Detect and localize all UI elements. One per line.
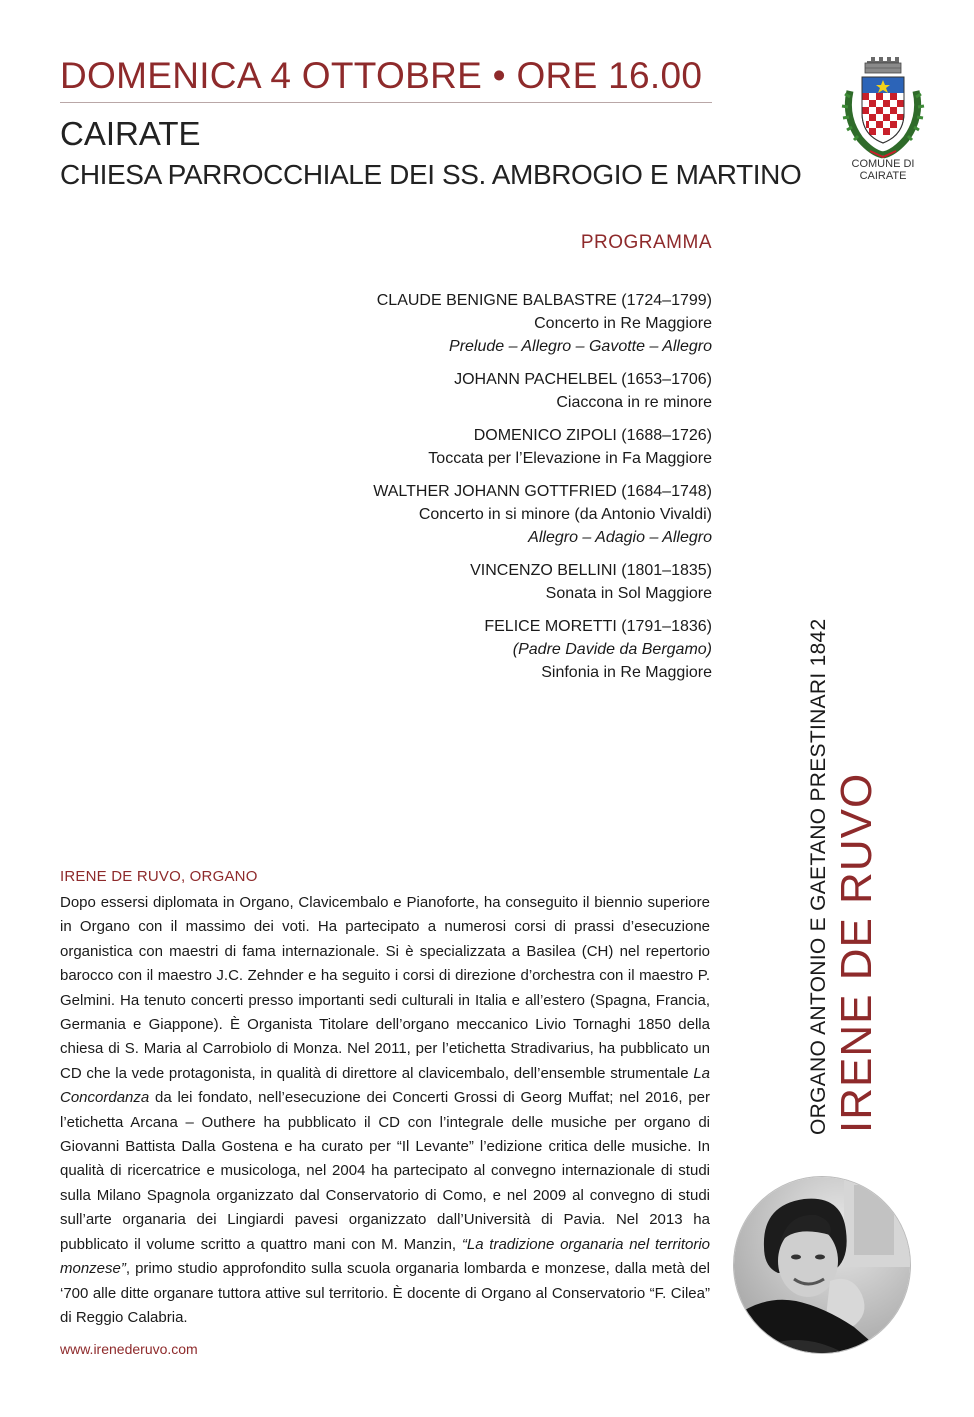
book-title: “La tradizione organaria nel territorio monzese” [60, 1235, 710, 1278]
piece-title: Prelude – Allegro – Gavotte – Allegro [449, 338, 712, 355]
composer-name: FELICE MORETTI (1791–1836) [484, 618, 712, 635]
program-piece [260, 615, 712, 684]
crest-caption-line1: COMUNE DI [851, 158, 915, 170]
website-link[interactable]: www.irenederuvo.com [60, 1341, 198, 1357]
title-divider [60, 102, 712, 103]
composer-name: WALTHER JOHANN GOTTFRIED (1684–1748) [373, 483, 712, 500]
bio-heading: IRENE DE RUVO, ORGANO [60, 868, 258, 885]
program-piece [260, 289, 712, 358]
portrait-photo [733, 1176, 911, 1354]
composer-name: CLAUDE BENIGNE BALBASTRE (1724–1799) [376, 292, 712, 309]
bio-text [60, 891, 710, 1330]
venue-name: CHIESA PARROCCHIALE DEI SS. AMBROGIO E MARTINO [60, 159, 802, 190]
piece-title: (Padre Davide da Bergamo) [512, 641, 712, 658]
organ-credit: ORGANO ANTONIO E GAETANO PRESTINARI 1842 [807, 618, 830, 1135]
programma-heading: PROGRAMMA [580, 232, 712, 253]
vertical-banner [806, 618, 886, 1135]
piece-title: Allegro – Adagio – Allegro [528, 529, 712, 546]
bio-part-2: da lei fondato, nell’esecuzione dei Concerti Grossi di Georg Muffat; nel 2016, per l’etichetta Arcana – Outhere ha pubblicato il CD con l’integrale delle musiche per organo di Giovanni Battista Dalla Gostena e ha curato per “Il Levante” l’edizione critica delle musiche. In qualità di ricercatrice e musicologa, nel 2004 ha partecipato al convegno internazionale di studi sulla Milano Spagnola organizzato dal Conservatorio di Como, e nel 2009 al convegno di studi sull’arte organaria dei Lingiardi pavesi organizzato dall’Università di Pavia. Nel 2013 ha pubblicato il volume scritto a quattro mani con M. Manzin, [60, 1089, 710, 1253]
bio-part-1: Dopo essersi diplomata in Organo, Clavicembalo e Pianoforte, ha conseguito il biennio superiore in Organo con il massimo dei voti. Ha partecipato a numerosi corsi di prassi d’esecuzione organistica con maestri di fama internazionale. Si è specializzata a Basilea (CH) nel repertorio barocco con il maestro J.C. Zehnder e ha seguito i corsi di direzione d’orchestra con il maestro P. Gelmini. Ha tenuto concerti presso importanti sedi culturali in Italia e all’estero (Spagna, Francia, Germania e Giappone). È Organista Titolare dell’organo meccanico Livio Tornaghi 1850 della chiesa di S. Maria al Carrobiolo di Monza. Nel 2011, per l’etichetta Stradivarius, ha pubblicato un CD che la vede protagonista, in qualità di direttore al clavicembalo, dell’ensemble strumentale [60, 894, 710, 1082]
piece-title: Sonata in Sol Maggiore [545, 585, 712, 602]
composer-name: VINCENZO BELLINI (1801–1835) [470, 562, 712, 579]
crest-caption [828, 158, 938, 182]
program-piece [260, 480, 712, 549]
program-piece [260, 559, 712, 605]
ensemble-name: La Concordanza [60, 1064, 710, 1107]
crest-caption-line2: CAIRATE [859, 170, 907, 182]
program-piece [260, 424, 712, 470]
bio-part-3: , primo studio approfondito sulla scuola organaria lombarda e monzese, dalla metà del ‘700 alle ditte organare tuttora attive sul territorio. È docente di Organo al Conservatorio “F. Cilea” di Reggio Calabria. [60, 1260, 710, 1326]
piece-title: Ciaccona in re minore [556, 394, 712, 411]
composer-name: DOMENICO ZIPOLI (1688–1726) [473, 427, 712, 444]
program-piece [260, 368, 712, 414]
composer-name: JOHANN PACHELBEL (1653–1706) [454, 371, 712, 388]
program-list [260, 289, 712, 694]
town-name: CAIRATE [60, 115, 201, 152]
piece-title: Sinfonia in Re Maggiore [541, 664, 712, 681]
piece-title: Concerto in Re Maggiore [534, 315, 712, 332]
performer-name: IRENE DE RUVO [832, 772, 881, 1133]
piece-title: Toccata per l’Elevazione in Fa Maggiore [428, 450, 712, 467]
piece-title: Concerto in si minore (da Antonio Vivaldi) [418, 506, 712, 523]
event-date-title: DOMENICA 4 OTTOBRE • ORE 16.00 [60, 55, 703, 96]
